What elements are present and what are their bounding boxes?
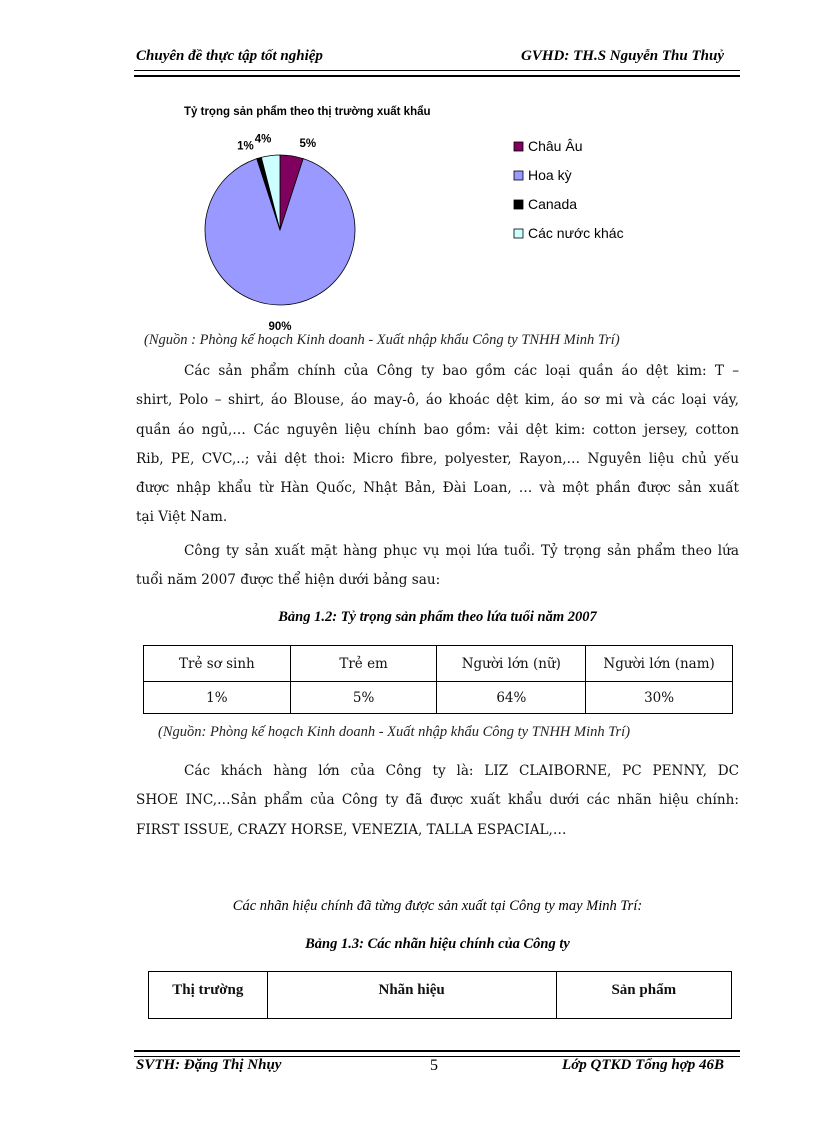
paragraph-line: tuổi năm 2007 được thể hiện dưới bảng sau: <box>136 572 441 589</box>
table-source-note: (Nguồn: Phòng kế hoạch Kinh doanh - Xuất nhập khẩu Công ty TNHH Minh Trí) <box>158 724 631 740</box>
age-share-table <box>143 645 733 714</box>
table-header-cell: Trẻ sơ sinh <box>144 646 291 682</box>
paragraph-line: Rib, PE, CVC,..; vải dệt thoi: Micro fibre, polyester, Rayon,… Nguyên liệu chủ yếu <box>136 450 739 467</box>
table-header-row <box>144 646 733 682</box>
table-header-row <box>149 972 732 1019</box>
paragraph-line: Các khách hàng lớn của Công ty là: LIZ CLAIBORNE, PC PENNY, DC <box>184 763 739 779</box>
table-cell: 64% <box>437 682 586 714</box>
brands-intro: Các nhãn hiệu chính đã từng được sản xuất tại Công ty may Minh Trí: <box>232 898 643 914</box>
paragraph-line: tại Việt Nam. <box>136 509 228 526</box>
legend-label: Các nước khác <box>528 225 624 241</box>
header-left-text: Chuyên đề thực tập tốt nghiệp <box>136 48 323 64</box>
legend-swatch <box>514 142 523 151</box>
table3-caption: Bảng 1.3: Các nhãn hiệu chính của Công ty <box>305 936 570 952</box>
paragraph-line: Các sản phẩm chính của Công ty bao gồm các loại quần áo dệt kim: T – <box>184 363 739 379</box>
header-right-text: GVHD: TH.S Nguyễn Thu Thuỷ <box>521 48 724 64</box>
paragraph-line: FIRST ISSUE, CRAZY HORSE, VENEZIA, TALLA ESPACIAL,… <box>136 821 567 838</box>
table-header-cell: Người lớn (nam) <box>586 646 733 682</box>
page-footer <box>134 1057 742 1079</box>
table-cell: 5% <box>290 682 437 714</box>
paragraph-line: Công ty sản xuất mặt hàng phục vụ mọi lứa tuổi. Tỷ trọng sản phẩm theo lứa <box>184 543 739 559</box>
paragraph-line: shirt, Polo – shirt, áo Blouse, áo may-ô, áo khoác dệt kim, áo sơ mi và các loại váy, <box>136 392 739 409</box>
chart-source-note: (Nguồn : Phòng kế hoạch Kinh doanh - Xuất nhập khẩu Công ty TNHH Minh Trí) <box>144 332 620 348</box>
legend-swatch <box>514 200 523 209</box>
pie-data-label: 1% <box>237 140 254 153</box>
paragraph-line: được nhập khẩu từ Hàn Quốc, Nhật Bản, Đài Loan, … và một phần được sản xuất <box>136 480 739 497</box>
chart-title: Tỷ trọng sản phẩm theo thị trường xuất khẩu <box>184 106 431 118</box>
export-market-pie-chart <box>150 98 670 333</box>
legend-swatch <box>514 229 523 238</box>
header-rule <box>134 70 740 77</box>
table2-caption: Bảng 1.2: Tỷ trọng sản phẩm theo lứa tuổi năm 2007 <box>278 609 597 625</box>
legend-label: Canada <box>528 196 578 212</box>
pie-data-label: 90% <box>268 321 292 333</box>
table-header-cell: Trẻ em <box>290 646 437 682</box>
table-cell: 30% <box>586 682 733 714</box>
table-row <box>144 682 733 714</box>
table-header-cell: Thị trường <box>149 972 268 1019</box>
page-header <box>134 48 742 70</box>
footer-rule <box>134 1050 740 1057</box>
legend-swatch <box>514 171 523 180</box>
footer-right-text: Lớp QTKD Tổng hợp 46B <box>562 1057 724 1073</box>
pie-data-label: 4% <box>254 133 272 146</box>
legend-label: Hoa kỳ <box>528 167 572 183</box>
pie-data-label: 5% <box>299 138 317 151</box>
table-header-cell: Nhãn hiệu <box>267 972 556 1019</box>
paragraph-products <box>136 357 739 533</box>
pie-chart-svg <box>150 98 670 333</box>
table-cell: 1% <box>144 682 291 714</box>
brands-table <box>148 971 732 1019</box>
table-header-cell: Người lớn (nữ) <box>437 646 586 682</box>
page-number: 5 <box>430 1057 438 1074</box>
paragraph-line: SHOE INC,…Sản phẩm của Công ty đã được xuất khẩu dưới các nhãn hiệu chính: <box>136 792 739 809</box>
footer-left-text: SVTH: Đặng Thị Nhụy <box>136 1057 282 1073</box>
table-header-cell: Sản phẩm <box>556 972 731 1019</box>
paragraph-line: quần áo ngủ,… Các nguyên liệu chính bao gồm: vải dệt kim: cotton jersey, cotton <box>136 421 739 438</box>
legend-label: Châu Âu <box>528 138 583 154</box>
paragraph-age-groups <box>136 537 739 596</box>
paragraph-customers <box>136 757 739 845</box>
